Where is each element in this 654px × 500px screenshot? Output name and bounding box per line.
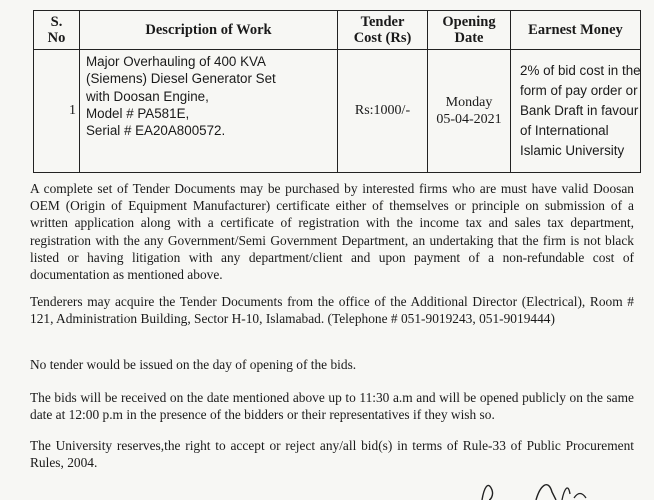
paragraph-acquire-documents: Tenderers may acquire the Tender Documents from the office of the Additional Director (Electrical), Room # 121, Administration Building, Sector H-10, Islamabad. (Telephone # 051-9019243, 051-9019444) xyxy=(30,294,634,327)
cell-sno: 1 xyxy=(34,50,80,173)
description-line: Model # PA581E, xyxy=(86,105,190,121)
signature xyxy=(470,470,630,500)
cell-date xyxy=(428,50,511,173)
description-line: (Siemens) Diesel Generator Set xyxy=(86,71,276,87)
earnest-line: Bank Draft in favour xyxy=(520,103,639,118)
cell-earnest-money xyxy=(511,50,641,173)
earnest-line: form of pay order or xyxy=(520,83,638,98)
cell-cost: Rs:1000/- xyxy=(338,50,428,173)
paragraph-bid-receipt: The bids will be received on the date mentioned above up to 11:30 a.m and will be opened publicly on the same date at 12:00 p.m in the presence of the bidders or their representatives if they wish so. xyxy=(30,390,634,423)
paragraph-university-rights: The University reserves,the right to accept or reject any/all bid(s) in terms of Rule-33 of Public Procurement Rules, 2004. xyxy=(30,438,634,471)
header-sno xyxy=(34,11,80,50)
header-date-line2: Date xyxy=(454,30,484,46)
earnest-line: of International xyxy=(520,123,609,138)
earnest-line: 2% of bid cost in the xyxy=(520,63,641,78)
header-cost-line2: Cost (Rs) xyxy=(353,30,412,46)
header-date-line1: Opening xyxy=(442,14,496,30)
paragraph-purchase-terms: A complete set of Tender Documents may be purchased by interested firms who are must have valid Doosan OEM (Origin of Equipment Manufacturer) certificate either of themselves or principle on submission of a written application along with a certificate of registration with the income tax and sales tax department, registration with the any Government/Semi Government Department, an undertaking that the firm is not black listed or having litigation with any department/client and upon payment of a non-refundable cost of documentation as mentioned above. xyxy=(30,181,634,283)
header-earnest-money: Earnest Money xyxy=(511,11,641,50)
table-header-row xyxy=(34,11,641,50)
header-sno-line2: No xyxy=(47,30,66,46)
earnest-line: Islamic University xyxy=(520,143,625,158)
date-value: 05-04-2021 xyxy=(436,112,502,127)
description-line: with Doosan Engine, xyxy=(86,88,209,104)
description-line: Major Overhauling of 400 KVA xyxy=(86,54,266,69)
header-sno-line1: S. xyxy=(50,14,63,30)
paragraph-no-tender-on-opening: No tender would be issued on the day of opening of the bids. xyxy=(30,357,357,372)
date-day: Monday xyxy=(445,95,493,110)
header-cost xyxy=(338,11,428,50)
header-date xyxy=(428,11,511,50)
header-description: Description of Work xyxy=(80,11,338,50)
table-row xyxy=(34,50,641,173)
tender-table xyxy=(33,10,641,173)
description-line: Serial # EA20A800572. xyxy=(86,123,226,139)
cell-description xyxy=(80,50,338,173)
header-cost-line1: Tender xyxy=(360,14,405,30)
